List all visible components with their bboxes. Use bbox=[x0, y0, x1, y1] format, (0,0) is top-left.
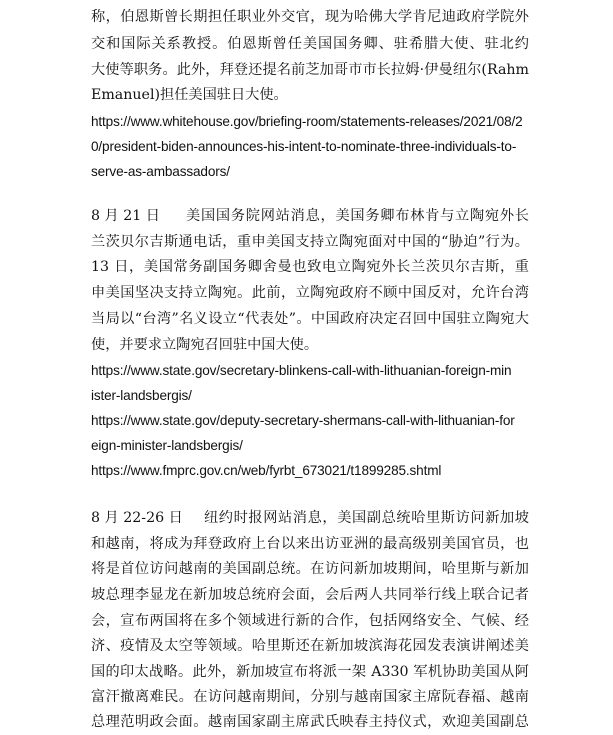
source-url: https://www.fmprc.gov.cn/web/fyrbt_673021/t1899285.shtml bbox=[91, 463, 442, 478]
text-line: 济、疫情及太空等领域。哈里斯还在新加坡滨海花园发表演讲阐述美 bbox=[91, 638, 529, 654]
text-line: 纽约时报网站消息，美国副总统哈里斯访问新加坡 bbox=[204, 510, 529, 526]
text-line: 交和国际关系教授。伯恩斯曾任美国国务卿、驻希腊大使、驻北约 bbox=[91, 36, 529, 52]
source-url: https://www.whitehouse.gov/briefing-room/statements-releases/2021/08/2 bbox=[91, 114, 523, 129]
text-line: Emanuel)担任美国驻日大使。 bbox=[91, 87, 288, 103]
entry-date: 8 月 22-26 日 bbox=[91, 510, 183, 526]
text-line: 大使等职务。此外，拜登还提名前芝加哥市市长拉姆·伊曼纽尔(Rahm bbox=[91, 62, 529, 78]
source-url: https://www.state.gov/deputy-secretary-shermans-call-with-lithuanian-for bbox=[91, 413, 515, 428]
text-line: 称，伯恩斯曾长期担任职业外交官，现为哈佛大学肯尼迪政府学院外 bbox=[91, 9, 529, 25]
source-url: https://www.state.gov/secretary-blinkens-call-with-lithuanian-foreign-min bbox=[91, 363, 512, 378]
source-url: ister-landsbergis/ bbox=[91, 388, 192, 403]
source-url: 0/president-biden-announces-his-intent-to-nominate-three-individuals-to- bbox=[91, 139, 517, 154]
text-line: 当局以“台湾”名义设立“代表处”。中国政府决定召回中国驻立陶宛大 bbox=[91, 311, 529, 327]
text-line: 会，宣布两国将在多个领域进行新的合作，包括网络安全、气候、经 bbox=[91, 613, 529, 629]
text-line: 坡总理李显龙在新加坡总统府会面，会后两人共同举行线上联合记者 bbox=[91, 587, 529, 603]
text-line: 总理范明政会面。越南国家副主席武氏映春主持仪式，欢迎美国副总 bbox=[91, 714, 529, 730]
text-line: 使，并要求立陶宛召回驻中国大使。 bbox=[91, 337, 319, 353]
text-line: 兰茨贝尔吉斯通电话，重申美国支持立陶宛面对中国的“胁迫”行为。 bbox=[91, 234, 529, 250]
source-url: eign-minister-landsbergis/ bbox=[91, 438, 243, 453]
source-url: serve-as-ambassadors/ bbox=[91, 164, 230, 179]
text-line: 美国国务院网站消息，美国务卿布林肯与立陶宛外长 bbox=[186, 208, 529, 224]
text-line: 富汗撤离难民。在访问越南期间，分别与越南国家主席阮春福、越南 bbox=[91, 689, 529, 705]
text-line: 将是首位访问越南的美国副总统。在访问新加坡期间，哈里斯与新加 bbox=[91, 561, 529, 577]
entry-date: 8 月 21 日 bbox=[91, 208, 160, 224]
text-line: 国的印太战略。此外，新加坡宣布将派一架 A330 军机协助美国从阿 bbox=[91, 664, 529, 680]
text-line: 13 日，美国常务副国务卿舍曼也致电立陶宛外长兰茨贝尔吉斯，重 bbox=[91, 259, 529, 275]
text-line: 和越南，将成为拜登政府上台以来出访亚洲的最高级别美国官员，也 bbox=[91, 536, 529, 552]
text-line: 申美国坚决支持立陶宛。此前，立陶宛政府不顾中国反对，允许台湾 bbox=[91, 285, 529, 301]
